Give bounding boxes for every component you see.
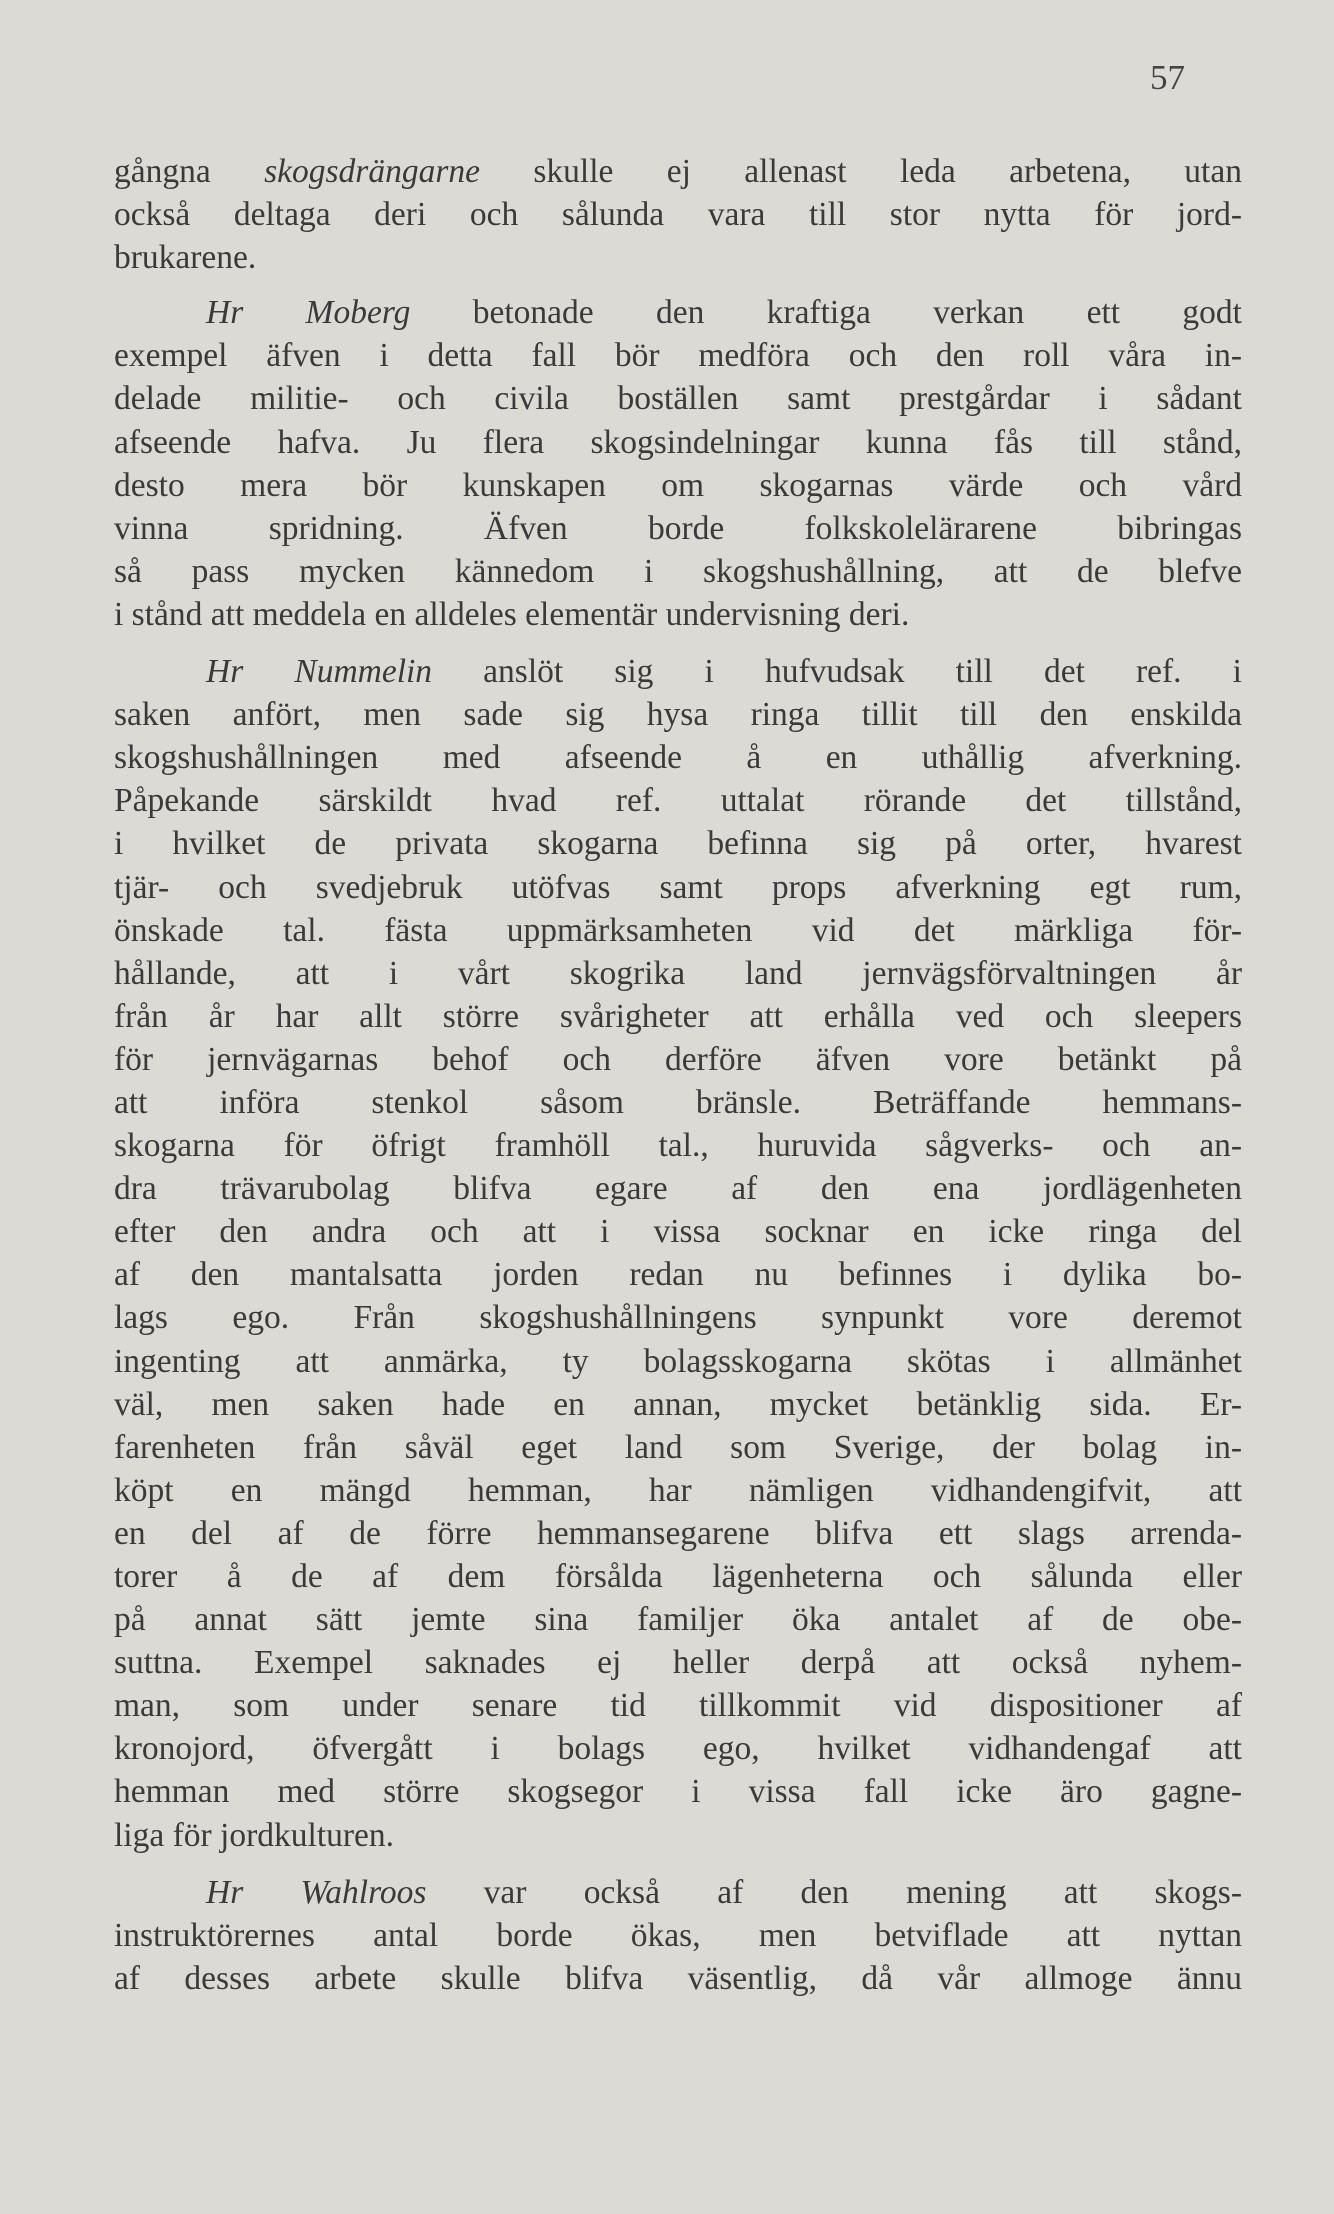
text-line: af desses arbete skulle blifva väsentlig, då vår allmoge ännu bbox=[114, 1959, 1242, 1997]
text-line: desto mera bör kunskapen om skogarnas värde och vård bbox=[114, 466, 1242, 504]
text-line: hemman med större skogsegor i vissa fall icke äro gagne- bbox=[114, 1773, 1242, 1811]
text-line: också deltaga deri och sålunda vara till stor nytta för jord- bbox=[114, 196, 1242, 234]
text-line: önskade tal. fästa uppmärksamheten vid det märkliga för- bbox=[114, 911, 1242, 949]
text-line: delade militie- och civila boställen samt prestgårdar i sådant bbox=[114, 380, 1242, 418]
text-line: skogarna för öfrigt framhöll tal., huruvida sågverks- och an- bbox=[114, 1127, 1242, 1165]
text-line: i hvilket de privata skogarna befinna sig på orter, hvarest bbox=[114, 825, 1242, 863]
text-line: tjär- och svedjebruk utöfvas samt props afverkning egt rum, bbox=[114, 868, 1242, 906]
paragraph bbox=[114, 291, 1242, 636]
text-line: Hr Wahlroos var också af den mening att skogs- bbox=[206, 1873, 1242, 1911]
text-line: i stånd att meddela en alldeles elementär undervisning deri. bbox=[114, 595, 910, 633]
speaker-name: Hr Nummelin bbox=[206, 653, 433, 691]
page-number: 57 bbox=[1150, 58, 1185, 97]
text-line: Påpekande särskildt hvad ref. uttalat rörande det tillstånd, bbox=[114, 782, 1242, 820]
text-line: efter den andra och att i vissa socknar en icke ringa del bbox=[114, 1213, 1242, 1251]
text-line: på annat sätt jemte sina familjer öka antalet af de obe- bbox=[114, 1601, 1242, 1639]
text-line: en del af de förre hemmansegarene blifva ett slags arrenda- bbox=[114, 1514, 1242, 1552]
text-line: torer å de af dem försålda lägenheterna och sålunda eller bbox=[114, 1558, 1242, 1595]
text-line: liga för jordkulturen. bbox=[114, 1816, 395, 1854]
text-line: exempel äfven i detta fall bör medföra och den roll våra in- bbox=[114, 337, 1242, 375]
text-line: saken anfört, men sade sig hysa ringa tillit till den enskilda bbox=[114, 696, 1242, 734]
text-line: vinna spridning. Äfven borde folkskolelärarene bibringas bbox=[114, 509, 1242, 547]
text-line: köpt en mängd hemman, har nämligen vidhandengifvit, att bbox=[114, 1471, 1242, 1509]
text-line: för jernvägarnas behof och derföre äfven vore betänkt på bbox=[114, 1040, 1242, 1078]
text-line: Hr Nummelin anslöt sig i hufvudsak till det ref. i bbox=[206, 653, 1242, 691]
text-line: kronojord, öfvergått i bolags ego, hvilket vidhandengaf att bbox=[114, 1730, 1242, 1768]
text-line: lags ego. Från skogshushållningens synpunkt vore deremot bbox=[114, 1299, 1242, 1337]
text-line: Hr Moberg betonade den kraftiga verkan ett godt bbox=[206, 294, 1242, 332]
text-line: instruktörernes antal borde ökas, men betviflade att nyttan bbox=[114, 1916, 1242, 1954]
emphasized-term: skogsdrängarne bbox=[264, 153, 480, 190]
text-line: af den mantalsatta jorden redan nu befinnes i dylika bo- bbox=[114, 1256, 1242, 1294]
text-line: man, som under senare tid tillkommit vid dispositioner af bbox=[114, 1687, 1242, 1725]
text-line: dra trävarubolag blifva egare af den ena jordlägenheten bbox=[114, 1170, 1242, 1208]
text-line: suttna. Exempel saknades ej heller derpå att också nyhem- bbox=[114, 1644, 1242, 1682]
text-line: farenheten från såväl eget land som Sverige, der bolag in- bbox=[114, 1428, 1242, 1466]
text-line: så pass mycken kännedom i skogshushållning, att de blefve bbox=[114, 552, 1242, 590]
text-line: skogshushållningen med afseende å en uthållig afverkning. bbox=[114, 739, 1242, 777]
paragraph bbox=[114, 150, 1242, 279]
paragraph bbox=[114, 1871, 1242, 2000]
paragraph bbox=[114, 650, 1242, 1857]
speaker-name: Hr Moberg bbox=[206, 294, 411, 332]
text-line: afseende hafva. Ju flera skogsindelningar kunna fås till stånd, bbox=[114, 423, 1242, 461]
text-line: ingenting att anmärka, ty bolagsskogarna skötas i allmänhet bbox=[114, 1342, 1242, 1380]
text-line: väl, men saken hade en annan, mycket betänklig sida. Er- bbox=[114, 1385, 1242, 1423]
text-line: från år har allt större svårigheter att erhålla ved och sleepers bbox=[114, 997, 1242, 1035]
text-line: brukarene. bbox=[114, 239, 257, 277]
body-text bbox=[114, 150, 1242, 2000]
text-line: att införa stenkol såsom bränsle. Beträffande hemmans- bbox=[114, 1083, 1242, 1121]
speaker-name: Hr Wahlroos bbox=[206, 1873, 427, 1911]
text-line: gångna skogsdrängarne skulle ej allenast leda arbetena, utan bbox=[114, 153, 1242, 190]
text-line: hållande, att i vårt skogrika land jernvägsförvaltningen år bbox=[114, 954, 1242, 992]
